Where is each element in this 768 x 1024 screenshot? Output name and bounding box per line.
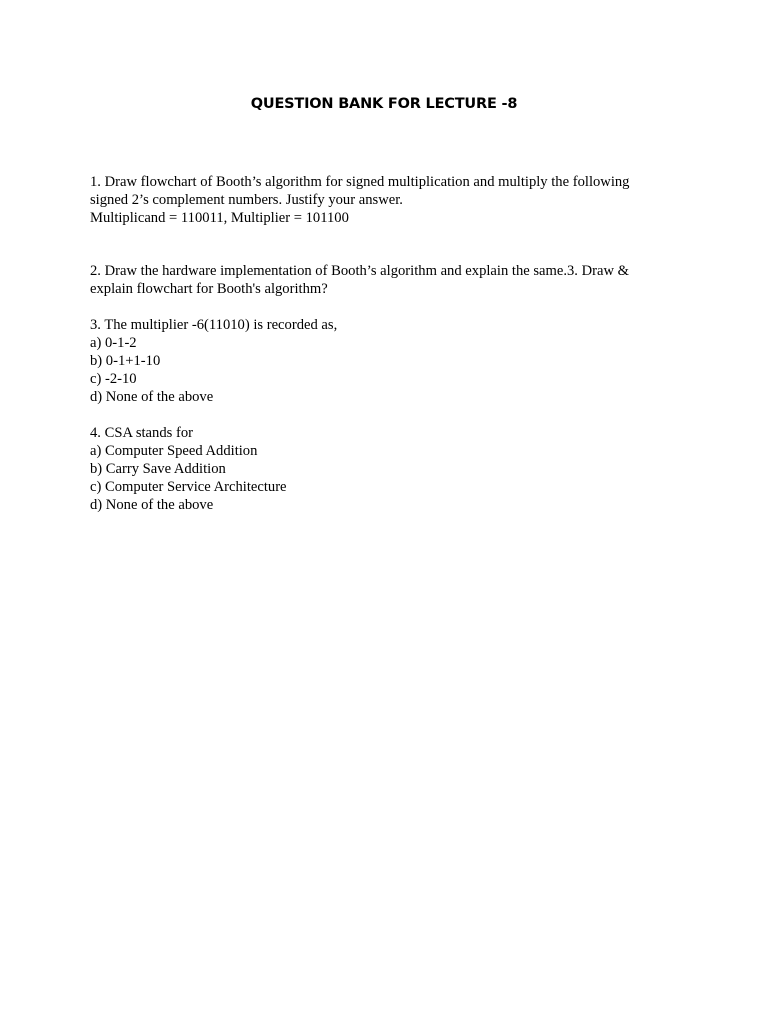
question-4-stem: 4. CSA stands for [90, 425, 193, 441]
question-1-line-1: 1. Draw flowchart of Booth’s algorithm for signed multiplication and multiply the following [90, 174, 630, 190]
question-4-option-a: a) Computer Speed Addition [90, 443, 258, 459]
question-3-stem: 3. The multiplier -6(11010) is recorded as, [90, 317, 338, 333]
question-1 [90, 173, 690, 227]
question-3-option-c: c) -2-10 [90, 371, 137, 387]
document-title: QUESTION BANK FOR LECTURE -8 [250, 96, 518, 112]
question-1-line-2: signed 2’s complement numbers. Justify your answer. [90, 192, 403, 208]
question-3-option-a: a) 0-1-2 [90, 335, 137, 351]
question-4-option-d: d) None of the above [90, 497, 214, 513]
question-4-option-b: b) Carry Save Addition [90, 461, 226, 477]
question-3-option-d: d) None of the above [90, 389, 214, 405]
question-4-option-c: c) Computer Service Architecture [90, 479, 287, 495]
question-3-option-b: b) 0-1+1-10 [90, 353, 161, 369]
question-2 [90, 262, 690, 298]
question-3 [90, 316, 690, 406]
question-1-line-3: Multiplicand = 110011, Multiplier = 101100 [90, 210, 349, 226]
question-2-line-1: 2. Draw the hardware implementation of Booth’s algorithm and explain the same.3. Draw & [90, 263, 630, 279]
question-4 [90, 424, 690, 514]
question-2-line-2: explain flowchart for Booth's algorithm? [90, 281, 328, 297]
